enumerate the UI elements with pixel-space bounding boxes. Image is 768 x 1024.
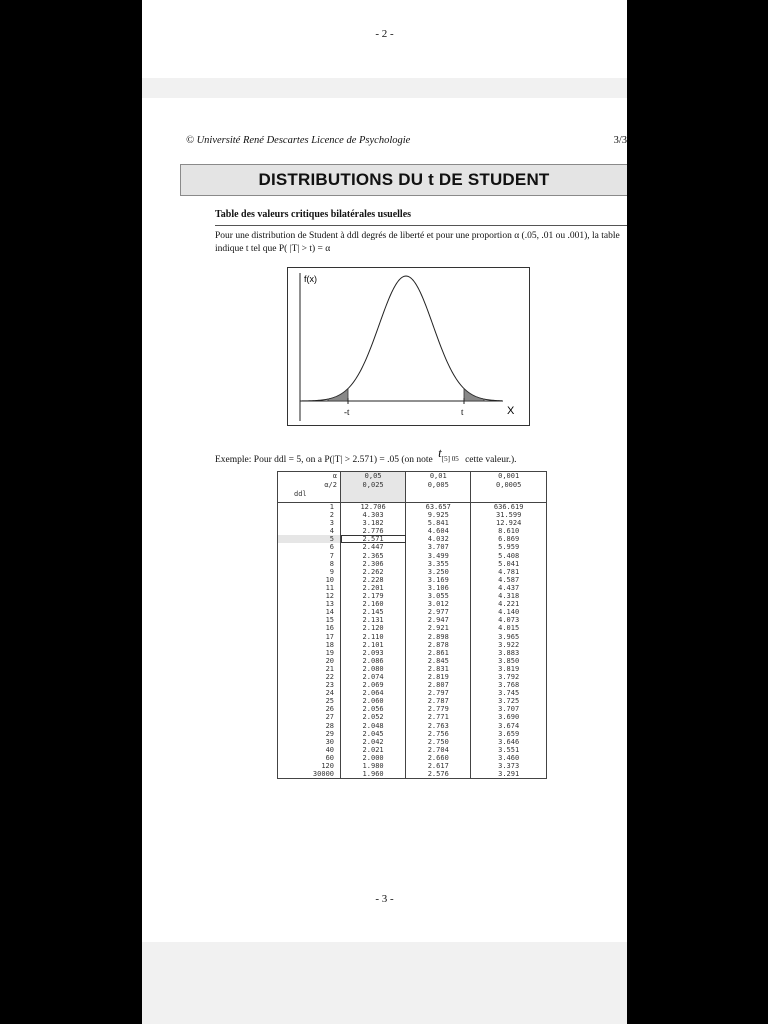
col-alpha-half: 0,0005 xyxy=(496,481,522,489)
value-cell: 4.781 xyxy=(471,568,547,576)
density-curve xyxy=(302,276,502,401)
page-gap-bottom xyxy=(142,942,627,1024)
value-cell: 2.571 xyxy=(341,535,406,543)
t-distribution-graph xyxy=(287,267,530,426)
col-alpha: 0,01 xyxy=(429,472,447,480)
alpha-label: α xyxy=(332,472,337,480)
value-cell: 2.080 xyxy=(341,665,406,673)
t-notation-symbol: t xyxy=(438,445,442,460)
value-cell: 4.032 xyxy=(406,535,471,543)
table-row xyxy=(278,608,547,616)
value-cell: 4.073 xyxy=(471,616,547,624)
value-cell: 2.042 xyxy=(341,738,406,746)
header-col-0001 xyxy=(471,472,547,500)
table-row xyxy=(278,568,547,576)
ddl-cell: 15 xyxy=(278,616,341,624)
value-cell: 3.745 xyxy=(471,689,547,697)
col-alpha: 0,05 xyxy=(364,472,382,480)
x-axis-label: X xyxy=(507,405,515,417)
value-cell: 3.850 xyxy=(471,657,547,665)
example-line xyxy=(215,445,517,466)
ddl-cell: 30000 xyxy=(278,770,341,779)
value-cell: 2.000 xyxy=(341,754,406,762)
value-cell: 5.959 xyxy=(471,543,547,551)
ddl-cell: 1 xyxy=(278,503,341,512)
value-cell: 2.750 xyxy=(406,738,471,746)
ddl-label: ddl xyxy=(294,490,307,498)
value-cell: 3.373 xyxy=(471,762,547,770)
value-cell: 636.619 xyxy=(471,503,547,512)
description-text: Pour une distribution de Student à ddl degrés de liberté et pour une proportion α (.05, .01 ou .001), la table indique t tel que P( |T| > t) = α xyxy=(215,231,620,254)
col-alpha: 0,001 xyxy=(498,472,520,480)
table-row xyxy=(278,705,547,713)
value-cell: 2.069 xyxy=(341,681,406,689)
value-cell: 4.437 xyxy=(471,584,547,592)
table-row xyxy=(278,681,547,689)
ddl-cell: 4 xyxy=(278,527,341,535)
value-cell: 3.690 xyxy=(471,713,547,721)
value-cell: 2.776 xyxy=(341,527,406,535)
value-cell: 2.101 xyxy=(341,641,406,649)
value-cell: 3.819 xyxy=(471,665,547,673)
value-cell: 8.610 xyxy=(471,527,547,535)
table-row xyxy=(278,713,547,721)
table-row xyxy=(278,535,547,543)
header-left: © Université René Descartes Licence de Psychologie xyxy=(186,135,411,146)
left-tail-area xyxy=(328,389,348,401)
value-cell: 5.041 xyxy=(471,560,547,568)
ddl-cell: 21 xyxy=(278,665,341,673)
value-cell: 3.792 xyxy=(471,673,547,681)
value-cell: 5.408 xyxy=(471,552,547,560)
subtitle-rule xyxy=(215,225,627,226)
ddl-cell: 7 xyxy=(278,552,341,560)
table-row xyxy=(278,543,547,551)
value-cell: 2.617 xyxy=(406,762,471,770)
value-cell: 2.074 xyxy=(341,673,406,681)
value-cell: 2.660 xyxy=(406,754,471,762)
value-cell: 3.707 xyxy=(471,705,547,713)
value-cell: 2.807 xyxy=(406,681,471,689)
ddl-cell: 5 xyxy=(278,535,341,543)
table-row xyxy=(278,665,547,673)
running-header xyxy=(186,135,627,146)
value-cell: 3.965 xyxy=(471,633,547,641)
table-row xyxy=(278,527,547,535)
table-row xyxy=(278,592,547,600)
ddl-cell: 29 xyxy=(278,730,341,738)
value-cell: 3.551 xyxy=(471,746,547,754)
t-notation-subscript: [5] 05 xyxy=(441,455,459,463)
value-cell: 3.922 xyxy=(471,641,547,649)
table-row xyxy=(278,697,547,705)
value-cell: 2.131 xyxy=(341,616,406,624)
value-cell: 2.898 xyxy=(406,633,471,641)
page-gap-top xyxy=(142,78,627,98)
value-cell: 3.646 xyxy=(471,738,547,746)
table-row xyxy=(278,576,547,584)
ddl-cell: 120 xyxy=(278,762,341,770)
header-right: 3/3 xyxy=(613,135,627,146)
table-row xyxy=(278,511,547,519)
value-cell: 2.878 xyxy=(406,641,471,649)
value-cell: 31.599 xyxy=(471,511,547,519)
ddl-cell: 24 xyxy=(278,689,341,697)
left-tick-label: -t xyxy=(344,407,350,417)
table-row xyxy=(278,689,547,697)
value-cell: 12.706 xyxy=(341,503,406,512)
table-row xyxy=(278,730,547,738)
value-cell: 4.587 xyxy=(471,576,547,584)
table-row xyxy=(278,600,547,608)
value-cell: 12.924 xyxy=(471,519,547,527)
value-cell: 3.106 xyxy=(406,584,471,592)
value-cell: 2.797 xyxy=(406,689,471,697)
value-cell: 2.179 xyxy=(341,592,406,600)
value-cell: 2.576 xyxy=(406,770,471,779)
y-axis-label: f(x) xyxy=(304,274,317,284)
density-curve-figure xyxy=(288,268,531,427)
value-cell: 2.048 xyxy=(341,722,406,730)
ddl-cell: 13 xyxy=(278,600,341,608)
value-cell: 2.160 xyxy=(341,600,406,608)
value-cell: 2.060 xyxy=(341,697,406,705)
value-cell: 2.819 xyxy=(406,673,471,681)
ddl-cell: 2 xyxy=(278,511,341,519)
value-cell: 2.365 xyxy=(341,552,406,560)
table-row xyxy=(278,584,547,592)
table-row xyxy=(278,641,547,649)
value-cell: 2.262 xyxy=(341,568,406,576)
col-alpha-half: 0,005 xyxy=(427,481,449,489)
ddl-cell: 26 xyxy=(278,705,341,713)
table-row xyxy=(278,560,547,568)
header-col-005 xyxy=(341,472,406,500)
value-cell: 4.221 xyxy=(471,600,547,608)
ddl-cell: 30 xyxy=(278,738,341,746)
table-row xyxy=(278,722,547,730)
right-tick-label: t xyxy=(461,407,464,417)
col-alpha-half: 0,025 xyxy=(362,481,384,489)
table-row xyxy=(278,519,547,527)
value-cell: 2.447 xyxy=(341,543,406,551)
value-cell: 3.250 xyxy=(406,568,471,576)
critical-values-table xyxy=(277,471,547,779)
table-row xyxy=(278,503,547,512)
value-cell: 4.318 xyxy=(471,592,547,600)
header-col-001 xyxy=(406,472,471,500)
table-row xyxy=(278,552,547,560)
value-cell: 2.021 xyxy=(341,746,406,754)
ddl-cell: 9 xyxy=(278,568,341,576)
value-cell: 2.093 xyxy=(341,649,406,657)
value-cell: 4.604 xyxy=(406,527,471,535)
example-text: Exemple: Pour ddl = 5, on a P(|T| > 2.571) = .05 (on note xyxy=(215,455,433,465)
ddl-cell: 60 xyxy=(278,754,341,762)
ddl-cell: 18 xyxy=(278,641,341,649)
value-cell: 2.779 xyxy=(406,705,471,713)
value-cell: 3.883 xyxy=(471,649,547,657)
value-cell: 2.977 xyxy=(406,608,471,616)
ddl-cell: 22 xyxy=(278,673,341,681)
value-cell: 3.012 xyxy=(406,600,471,608)
value-cell: 2.861 xyxy=(406,649,471,657)
value-cell: 2.145 xyxy=(341,608,406,616)
value-cell: 2.228 xyxy=(341,576,406,584)
value-cell: 2.201 xyxy=(341,584,406,592)
value-cell: 2.763 xyxy=(406,722,471,730)
value-cell: 2.787 xyxy=(406,697,471,705)
value-cell: 2.831 xyxy=(406,665,471,673)
ddl-cell: 16 xyxy=(278,624,341,632)
ddl-cell: 20 xyxy=(278,657,341,665)
table-row xyxy=(278,624,547,632)
value-cell: 2.056 xyxy=(341,705,406,713)
ddl-cell: 17 xyxy=(278,633,341,641)
page-number-bottom: - 3 - xyxy=(375,893,394,905)
table-row xyxy=(278,616,547,624)
ddl-cell: 11 xyxy=(278,584,341,592)
table-header-row xyxy=(278,472,547,500)
value-cell: 3.355 xyxy=(406,560,471,568)
value-cell: 2.120 xyxy=(341,624,406,632)
ddl-cell: 14 xyxy=(278,608,341,616)
value-cell: 63.657 xyxy=(406,503,471,512)
example-suffix: cette valeur.). xyxy=(465,455,517,465)
table-row xyxy=(278,770,547,779)
value-cell: 2.771 xyxy=(406,713,471,721)
value-cell: 3.499 xyxy=(406,552,471,560)
ddl-cell: 23 xyxy=(278,681,341,689)
value-cell: 2.110 xyxy=(341,633,406,641)
value-cell: 2.845 xyxy=(406,657,471,665)
value-cell: 9.925 xyxy=(406,511,471,519)
table-row xyxy=(278,738,547,746)
ddl-cell: 10 xyxy=(278,576,341,584)
value-cell: 4.303 xyxy=(341,511,406,519)
value-cell: 3.707 xyxy=(406,543,471,551)
table-row xyxy=(278,633,547,641)
value-cell: 2.947 xyxy=(406,616,471,624)
value-cell: 1.980 xyxy=(341,762,406,770)
document-page xyxy=(142,0,627,1024)
value-cell: 3.674 xyxy=(471,722,547,730)
ddl-cell: 25 xyxy=(278,697,341,705)
ddl-cell: 12 xyxy=(278,592,341,600)
header-row-labels xyxy=(278,472,341,500)
value-cell: 2.052 xyxy=(341,713,406,721)
value-cell: 3.055 xyxy=(406,592,471,600)
value-cell: 3.725 xyxy=(471,697,547,705)
value-cell: 1.960 xyxy=(341,770,406,779)
value-cell: 2.086 xyxy=(341,657,406,665)
ddl-cell: 28 xyxy=(278,722,341,730)
ddl-cell: 3 xyxy=(278,519,341,527)
table-row xyxy=(278,754,547,762)
page-title: DISTRIBUTIONS DU t DE STUDENT xyxy=(180,164,627,196)
value-cell: 3.659 xyxy=(471,730,547,738)
ddl-cell: 6 xyxy=(278,543,341,551)
value-cell: 3.182 xyxy=(341,519,406,527)
value-cell: 4.140 xyxy=(471,608,547,616)
section-subtitle: Table des valeurs critiques bilatérales usuelles xyxy=(215,209,412,220)
value-cell: 5.841 xyxy=(406,519,471,527)
value-cell: 2.064 xyxy=(341,689,406,697)
value-cell: 6.869 xyxy=(471,535,547,543)
value-cell: 3.169 xyxy=(406,576,471,584)
alpha-half-label: α/2 xyxy=(324,481,337,489)
table-row xyxy=(278,746,547,754)
value-cell: 2.921 xyxy=(406,624,471,632)
value-cell: 2.045 xyxy=(341,730,406,738)
table-row xyxy=(278,762,547,770)
value-cell: 2.306 xyxy=(341,560,406,568)
value-cell: 2.704 xyxy=(406,746,471,754)
value-cell: 4.015 xyxy=(471,624,547,632)
value-cell: 3.768 xyxy=(471,681,547,689)
ddl-cell: 19 xyxy=(278,649,341,657)
ddl-cell: 27 xyxy=(278,713,341,721)
page-number-top: - 2 - xyxy=(375,28,394,40)
ddl-cell: 40 xyxy=(278,746,341,754)
ddl-cell: 8 xyxy=(278,560,341,568)
value-cell: 3.291 xyxy=(471,770,547,779)
right-tail-area xyxy=(464,389,484,401)
value-cell: 3.460 xyxy=(471,754,547,762)
table-row xyxy=(278,649,547,657)
value-cell: 2.756 xyxy=(406,730,471,738)
table-row xyxy=(278,673,547,681)
table-row xyxy=(278,657,547,665)
